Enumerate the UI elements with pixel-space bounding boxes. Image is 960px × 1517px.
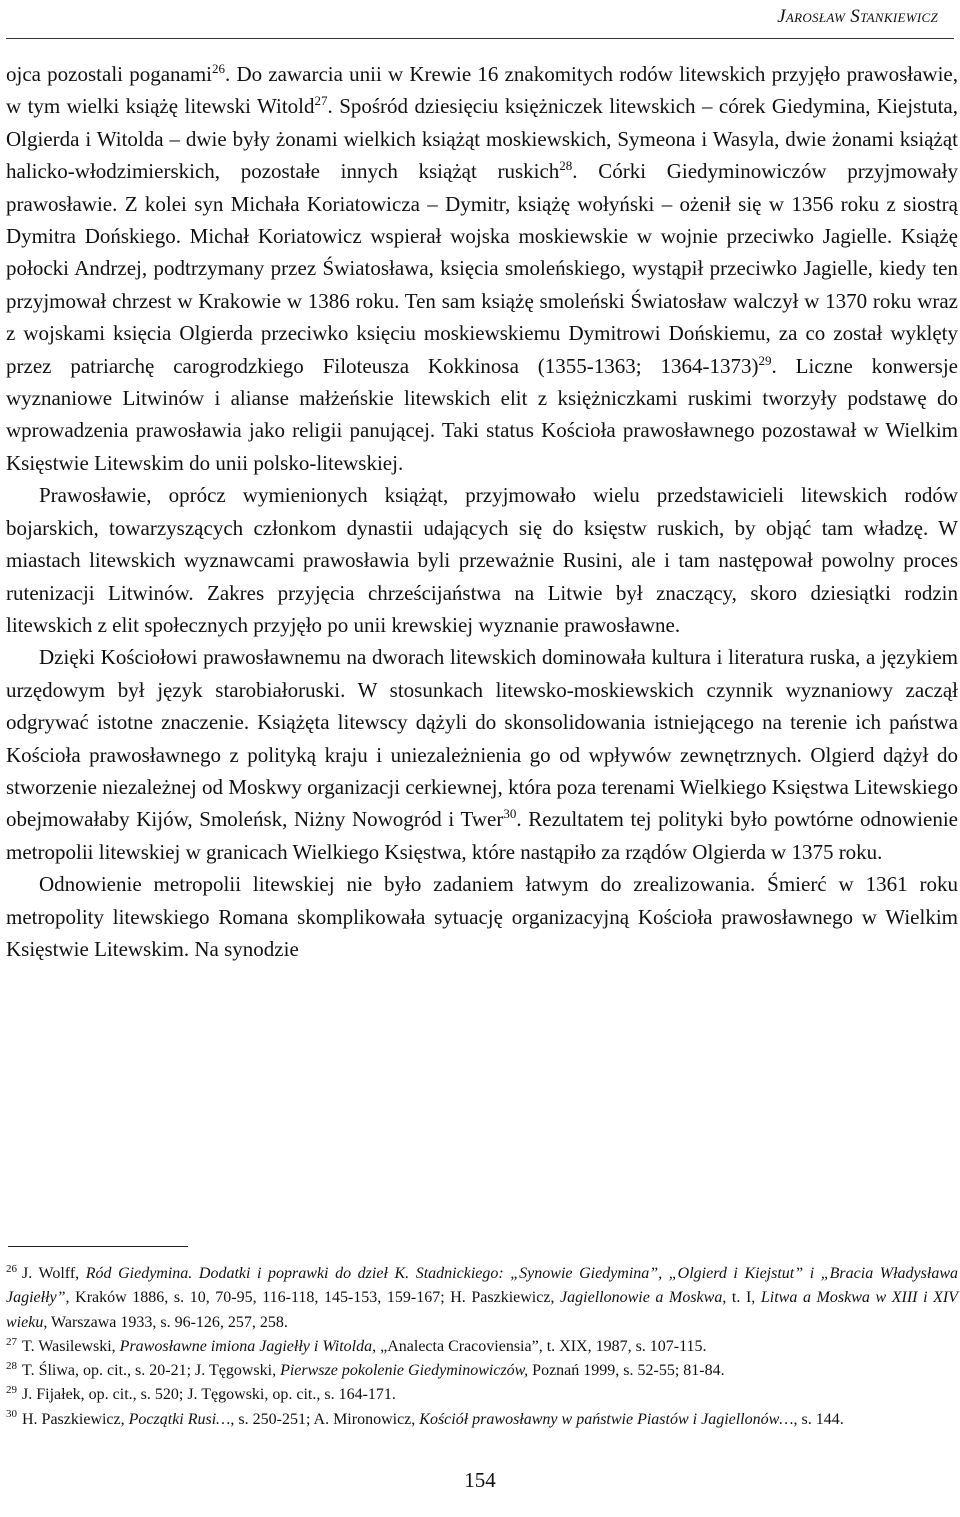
text-run: . Liczne konwersje wyznaniowe Litwinów i alianse małżeńskie litewskich elit z księżniczkami ruskimi tworzyły podstawę do wprowadzenia prawosławia jako religii panującej. Taki status Kościoła prawosławnego pozostawał w Wielkim Księstwie Litewskim do unii polsko-litewskiej. — [6, 353, 958, 475]
text-run: , „Analecta Cracoviensia”, t. XIX, 1987, s. 107-115. — [372, 1337, 707, 1355]
text-run: Odnowienie metropolii litewskiej nie było zadaniem łatwym do zrealizowania. Śmierć w 1361 roku metropolity litewskiego Romana skomplikowała sytuację organizacyjną Kościoła prawosławnego w Wielkim Księstwie Litewskim. Na synodzie — [6, 872, 958, 961]
text-run: Dzięki Kościołowi prawosławnemu na dworach litewskich dominowała kultura i literatura ruska, a językiem urzędowym był język starobiałoruski. W stosunkach litewsko-moskiewskich czynnik wyznaniowy zaczął odgrywać istotne znaczenie. Książęta litewscy dążyli do skonsolidowania istniejącego na terenie ich państwa Kościoła prawosławnego z polityką kraju i uniezależnienia go od wpływów zewnętrznych. Olgierd dążył do stworzenie niezależnej od Moskwy organizacji cerkiewnej, która poza terenami Wielkiego Księstwa Litewskiego obejmowałaby Kijów, Smoleńsk, Niżny Nowogród i Twer — [6, 645, 958, 832]
italic-title: Jagiellonowie a Moskwa — [560, 1289, 723, 1307]
footnote-ref: 30 — [503, 806, 517, 822]
footnote-number: 30 — [6, 1408, 17, 1421]
italic-title: Prawosławne imiona Jagiełły i Witolda — [119, 1337, 373, 1355]
footnote-ref: 26 — [212, 61, 226, 76]
text-run: J. Fijałek, op. cit., s. 520; J. Tęgowski, op. cit., s. 164-171. — [22, 1386, 396, 1404]
footnote-number: 28 — [6, 1359, 17, 1372]
text-run: . Spośród dziesięciu księżniczek litewskich – córek Giedymina, Kiejstuta, Olgierda i Witolda – dwie były żonami wielkich książąt moskiewskich, Symeona i Wasyla, dwie żonami książąt halicko-włodzimierskich, pozostałe innych książąt ruskich — [6, 94, 958, 184]
text-run: , t. I, — [722, 1289, 761, 1307]
text-run: , Kraków 1886, s. 10, 70-95, 116-118, 145-153, 159-167; H. Paszkiewicz, — [65, 1289, 561, 1307]
footnotes — [6, 1262, 958, 1432]
paragraph — [6, 479, 958, 641]
footnote-ref: 29 — [758, 352, 772, 368]
footnote — [6, 1408, 958, 1432]
footnote — [6, 1383, 958, 1407]
text-run: , s. 250-251; A. Mironowicz, — [230, 1410, 420, 1428]
text-run: Poznań 1999, s. 52-55; 81-84. — [528, 1362, 725, 1380]
footnote — [6, 1262, 958, 1335]
footnote-number: 26 — [6, 1262, 17, 1275]
italic-title: Ród Giedymina. Dodatki i poprawki do dzieł K. Stadnickiego: „Synowie Giedymina”, „Olgierd i Kiejstut” i „Bracia Władysława Jagiełły” — [6, 1265, 959, 1307]
footnote-number: 29 — [6, 1384, 17, 1397]
text-run: H. Paszkiewicz, — [22, 1410, 129, 1428]
text-run: ojca pozostali poganami — [6, 62, 213, 86]
page-header — [0, 0, 960, 44]
paragraph — [6, 868, 958, 965]
text-run: T. Śliwa, op. cit., s. 20-21; J. Tęgowski, — [22, 1362, 281, 1380]
footnote-ref: 28 — [559, 158, 573, 174]
text-run: , s. 144. — [793, 1410, 844, 1428]
italic-title: Pierwsze pokolenie Giedyminowiczów, — [280, 1362, 529, 1380]
text-run: . Córki Giedyminowiczów przyjmowały prawosławie. Z kolei syn Michała Koriatowicza – Dymitr, książę wołyński – ożenił się w 1356 roku z siostrą Dymitra Dońskiego. Michał Koriatowicz wspierał wojska moskiewskie w wojnie przeciwko Jagielle. Książę połocki Andrzej, podtrzymany przez Światosława, księcia smoleńskiego, wystąpił przeciwko Jagielle, kiedy ten przyjmował chrzest w Krakowie w 1386 roku. Ten sam książę smoleński Światosław walczył w 1370 roku wraz z wojskami księcia Olgierda przeciwko księciu moskiewskiemu Dymitrowi Dońskiemu, za co został wyklęty przez patriarchę carogrodzkiego Filoteusza Kokkinosa (1355-1363; 1364-1373) — [6, 159, 958, 378]
page-number: 154 — [464, 1468, 496, 1492]
text-run: Prawosławie, oprócz wymienionych książąt, przyjmowało wielu przedstawicieli litewskich rodów bojarskich, towarzyszących członkom dynastii udających się do księstw ruskich, by objąć tam władzę. W miastach litewskich wyznawcami prawosławia byli przeważnie Rusini, ale i tam następował powolny proces rutenizacji Litwinów. Zakres przyjęcia chrześcijaństwa na Litwie był znaczący, skoro dziesiątki rodzin litewskich z elit społecznych przyjęło po unii krewskiej wyznanie prawosławne. — [6, 483, 958, 637]
italic-title: Kościół prawosławny w państwie Piastów i Jagiellonów… — [419, 1410, 794, 1428]
text-run: . Do zawarcia unii w Krewie 16 znakomitych rodów litewskich przyjęło prawosławie, w tym wielki książę litewski Witold — [6, 62, 958, 119]
footnote-ref: 27 — [314, 93, 328, 109]
footnote — [6, 1335, 958, 1359]
text-run: J. Wolff, — [22, 1265, 86, 1282]
text-run: , Warszawa 1933, s. 96-126, 257, 258. — [43, 1313, 288, 1331]
italic-title: Początki Rusi… — [128, 1410, 231, 1428]
running-head: Jarosław Stankiewicz — [777, 6, 938, 27]
footnote-number: 27 — [6, 1335, 17, 1348]
main-text — [6, 58, 958, 965]
footnote — [6, 1359, 958, 1383]
header-rule — [6, 38, 954, 39]
footnote-rule — [8, 1246, 188, 1247]
paragraph — [6, 58, 958, 479]
paragraph — [6, 641, 958, 868]
italic-title: Litwa a Moskwa w XIII i XIV wieku — [6, 1289, 958, 1331]
text-run: T. Wasilewski, — [22, 1337, 120, 1355]
text-run: . Rezultatem tej polityki było powtórne odnowienie metropolii litewskiej w granicach Wielkiego Księstwa, które nastąpiło za rządów Olgierda w 1375 roku. — [6, 807, 958, 864]
